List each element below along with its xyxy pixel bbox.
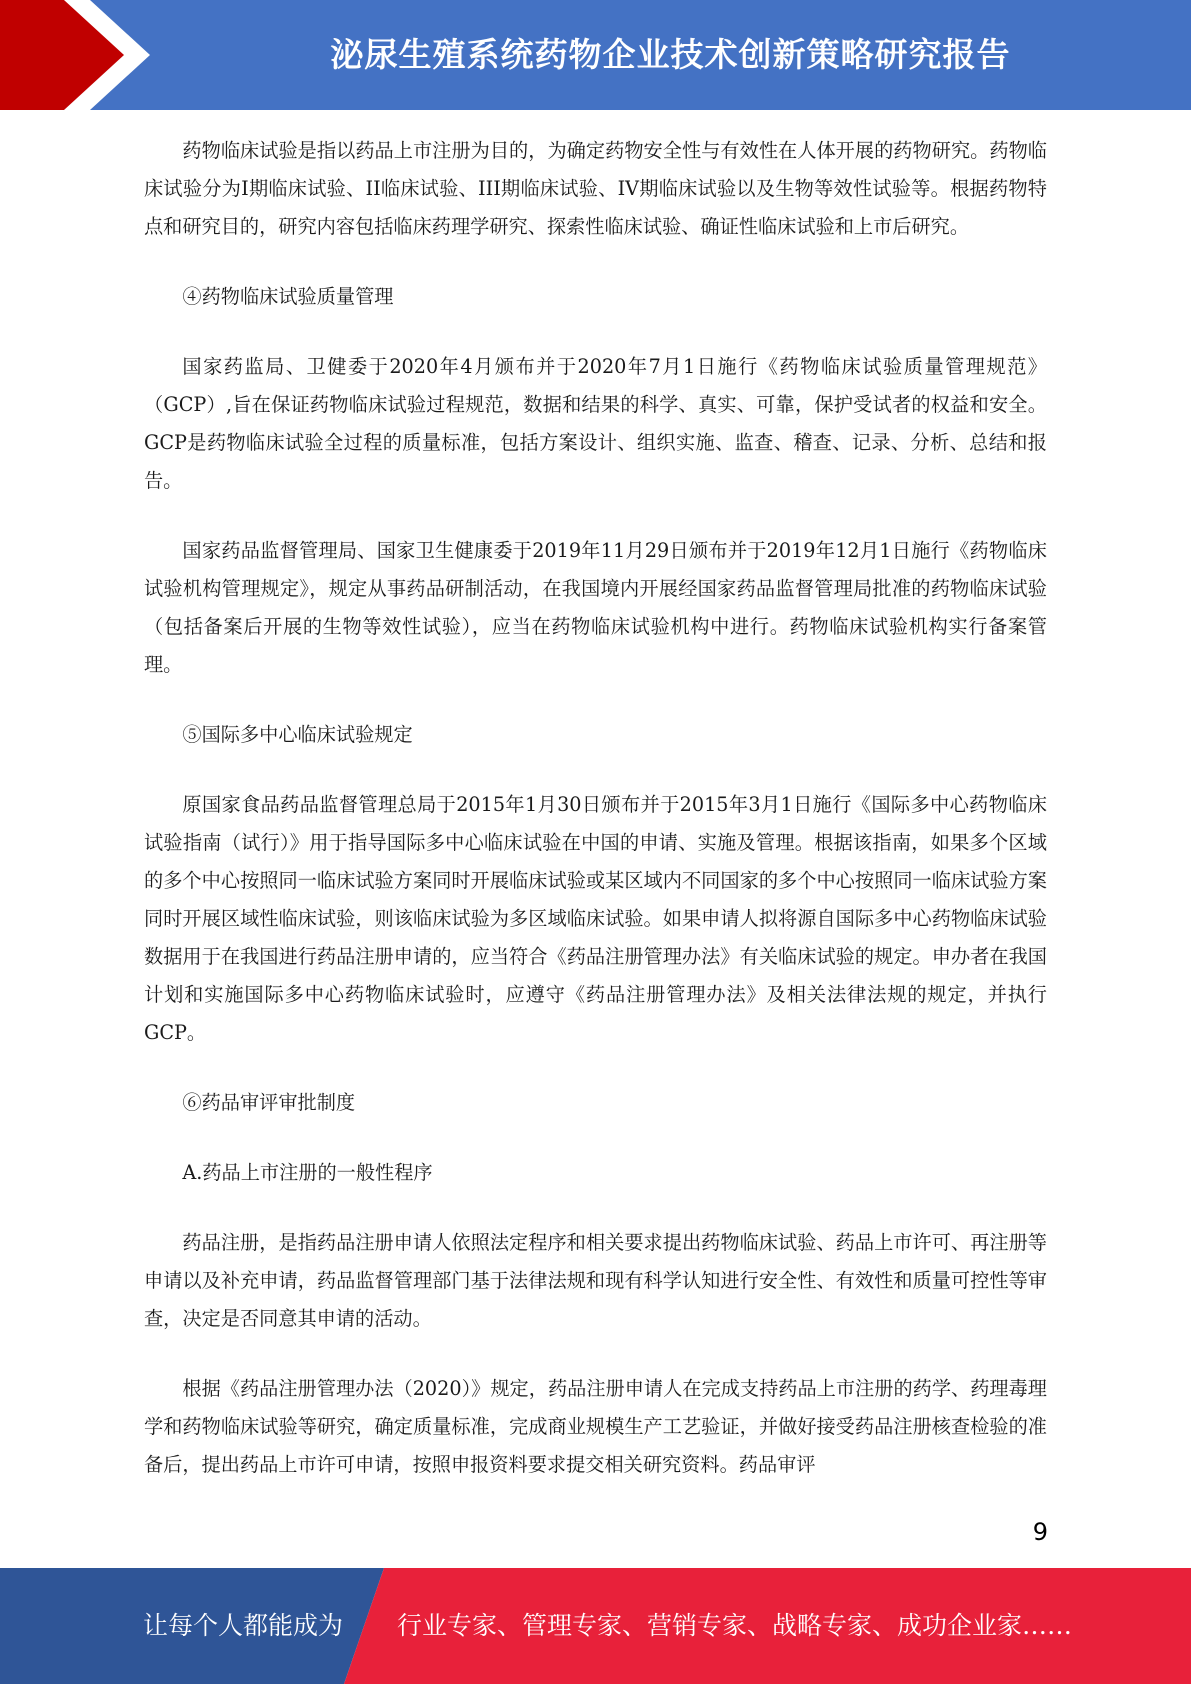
heading-registration-procedure: A.药品上市注册的一般性程序 [182, 1161, 433, 1184]
footer-slogan-left: 让每个人都能成为 [143, 1611, 344, 1640]
paragraph-multicenter-guideline: 原国家食品药品监督管理总局于2015年1月30日颁布并于2015年3月1日施行《国际多中心药物临床试验指南（试行）》用于指导国际多中心临床试验在中国的申请、实施及管理。根据该指南，如果多个区域的多个中心按照同一临床试验方案同时开展临床试验或某区域内不同国家的多个中心按照同一临床试验方案同时开展区域性临床试验，则该临床试验为多区域临床试验。如果申请人拟将源自国际多中心药物临床试验数据用于在我国进行药品注册申请的，应当符合《药品注册管理办法》有关临床试验的规定。申办者在我国计划和实施国际多中心药物临床试验时，应遵守《药品注册管理办法》及相关法律法规的规定，并执行GCP。 [144, 793, 1047, 1044]
paragraph-registration-regulation: 根据《药品注册管理办法（2020）》规定，药品注册申请人在完成支持药品上市注册的药学、药理毒理学和药物临床试验等研究，确定质量标准，完成商业规模生产工艺验证，并做好接受药品注册核查检验的准备后，提出药品上市许可申请，按照申报资料要求提交相关研究资料。药品审评 [144, 1377, 1047, 1476]
paragraph-drug-registration: 药品注册，是指药品注册申请人依照法定程序和相关要求提出药物临床试验、药品上市许可、再注册等申请以及补充申请，药品监督管理部门基于法律法规和现有科学认知进行安全性、有效性和质量可控性等审查，决定是否同意其申请的活动。 [144, 1231, 1047, 1330]
paragraph-trial-institution: 国家药品监督管理局、国家卫生健康委于2019年11月29日颁布并于2019年12月1日施行《药物临床试验机构管理规定》，规定从事药品研制活动，在我国境内开展经国家药品监督管理局批准的药物临床试验（包括备案后开展的生物等效性试验），应当在药物临床试验机构中进行。药物临床试验机构实行备案管理。 [144, 539, 1047, 676]
page-number: 9 [1032, 1518, 1048, 1546]
heading-clinical-trial-quality: ④药物临床试验质量管理 [182, 285, 394, 308]
paragraph-gcp: 国家药监局、卫健委于2020年4月颁布并于2020年7月1日施行《药物临床试验质量管理规范》（GCP）,旨在保证药物临床试验过程规范，数据和结果的科学、真实、可靠，保护受试者的权益和安全。GCP是药物临床试验全过程的质量标准，包括方案设计、组织实施、监查、稽查、记录、分析、总结和报告。 [144, 355, 1047, 492]
heading-multicenter-trials: ⑤国际多中心临床试验规定 [182, 723, 413, 746]
footer-banner [0, 1568, 1191, 1684]
document-body [144, 132, 1047, 1516]
paragraph-clinical-trial-definition: 药物临床试验是指以药品上市注册为目的，为确定药物安全性与有效性在人体开展的药物研究。药物临床试验分为Ⅰ期临床试验、II临床试验、III期临床试验、IV期临床试验以及生物等效性试验等。根据药物特点和研究目的，研究内容包括临床药理学研究、探索性临床试验、确证性临床试验和上市后研究。 [144, 139, 1047, 238]
footer-slogan-right: 行业专家、管理专家、营销专家、战略专家、成功企业家…… [397, 1611, 1073, 1640]
report-title: 泌尿生殖系统药物企业技术创新策略研究报告 [330, 35, 1011, 74]
header-chevron-decoration [0, 0, 160, 110]
heading-review-approval: ⑥药品审评审批制度 [182, 1091, 356, 1114]
